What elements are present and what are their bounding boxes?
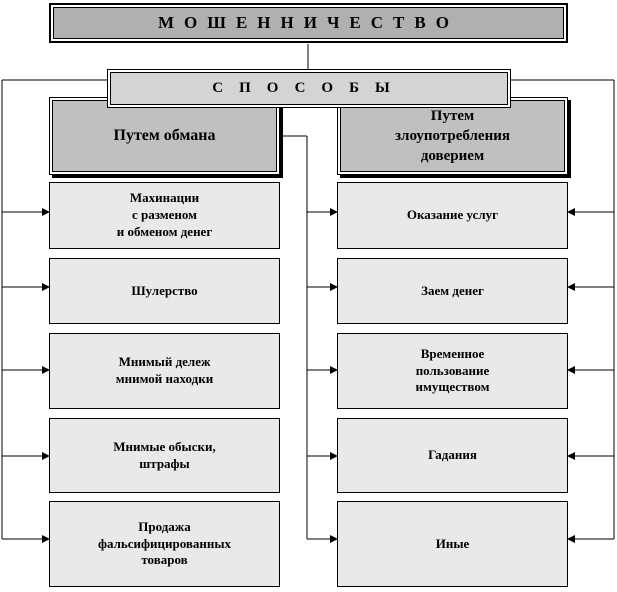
diagram-title <box>49 3 568 43</box>
right-item-5 <box>337 501 568 587</box>
right-item-1-text: Оказание услуг <box>406 207 499 223</box>
left-item-4 <box>49 418 280 493</box>
right-item-4-text: Гадания <box>428 447 477 463</box>
left-item-1-text: Махинации с разменом и обменом денег <box>116 190 213 239</box>
left-item-2-text: Шулерство <box>131 282 198 298</box>
methods-text: СПОСОБЫ <box>212 79 406 96</box>
left-item-2 <box>49 258 280 324</box>
right-item-2-text: Заем денег <box>421 282 484 298</box>
right-item-3-text: Временное пользование имуществом <box>415 345 490 395</box>
methods-box <box>107 69 511 108</box>
left-heading-text: Путем обмана <box>113 126 216 144</box>
left-item-5-text: Продажа фальсифицированных товаров <box>97 518 232 568</box>
left-item-4-text: Мнимые обыски, штрафы <box>113 438 216 471</box>
right-item-4 <box>337 418 568 493</box>
left-category-heading <box>49 97 280 175</box>
diagram-title-text: МОШЕННИЧЕСТВО <box>158 12 459 32</box>
right-heading-text: Путем злоупотребления доверием <box>395 107 510 165</box>
right-item-2 <box>337 258 568 324</box>
right-item-3 <box>337 333 568 409</box>
left-item-3-text: Мнимый дележ мнимой находки <box>115 354 214 386</box>
left-item-1 <box>49 182 280 249</box>
right-category-heading <box>337 97 568 175</box>
left-item-5 <box>49 501 280 587</box>
left-item-3 <box>49 333 280 409</box>
right-item-5-text: Иные <box>435 535 470 551</box>
right-item-1 <box>337 182 568 249</box>
